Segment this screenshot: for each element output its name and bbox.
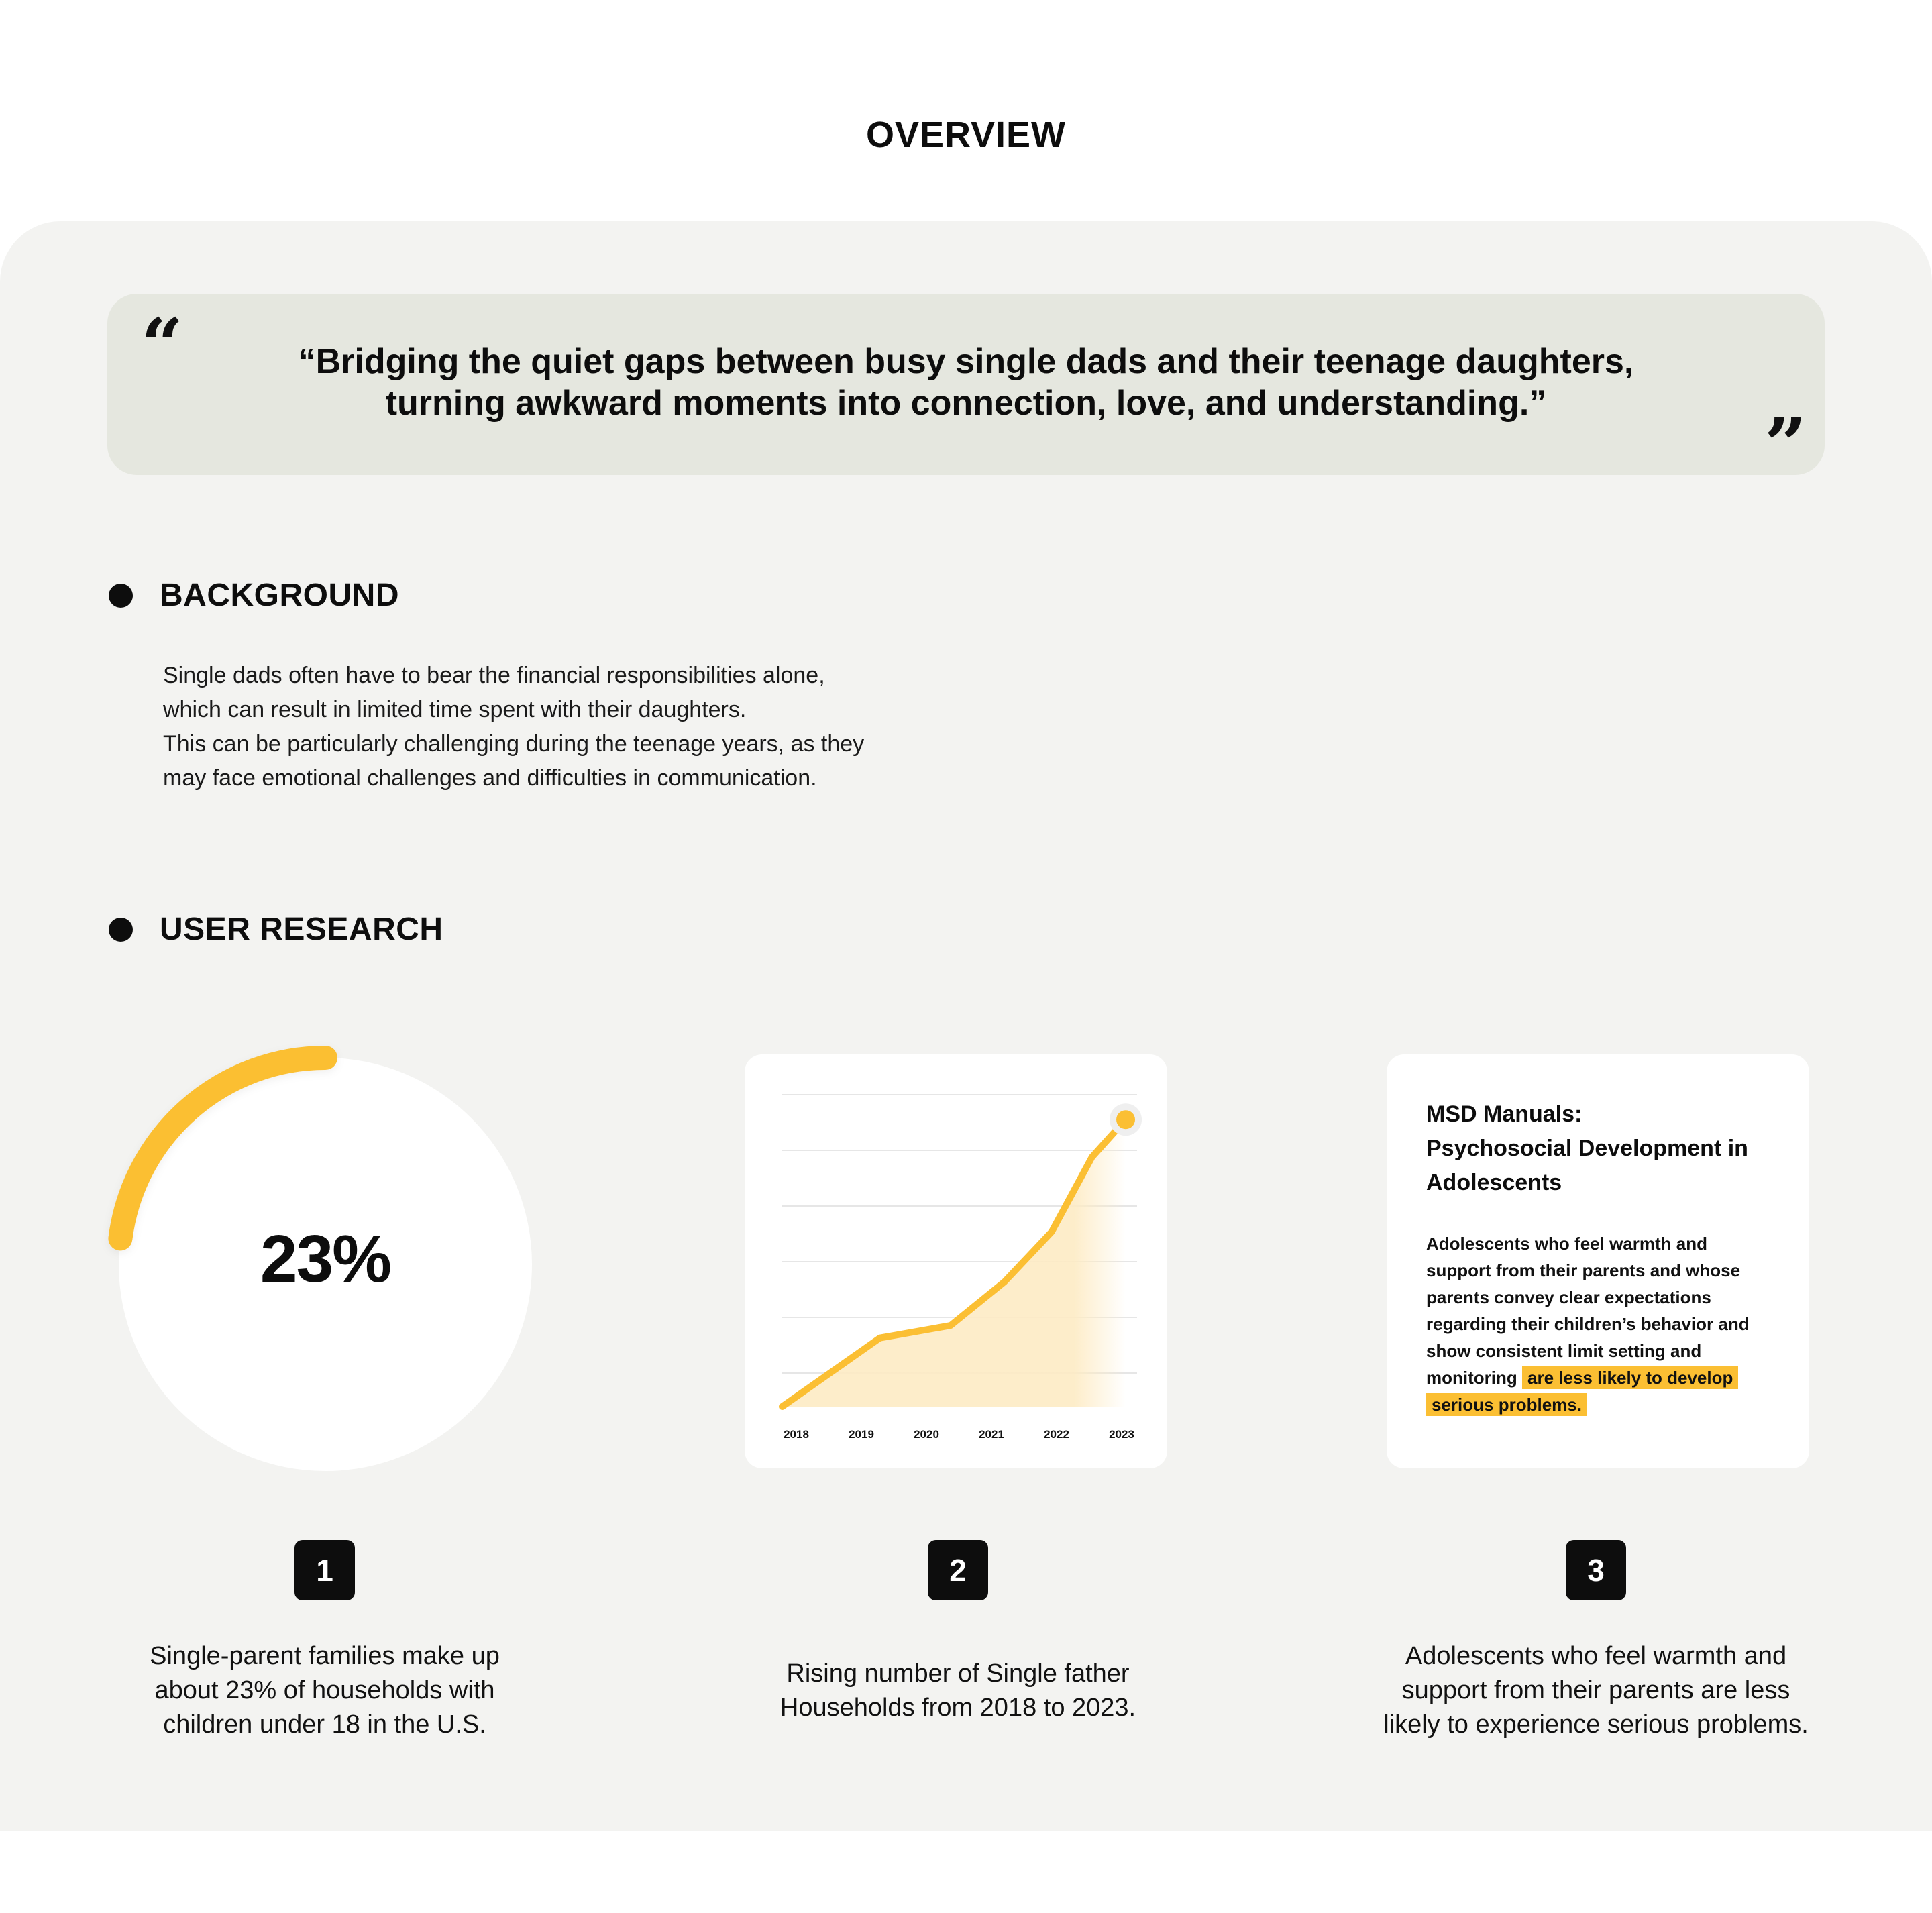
caption-line: about 23% of households with — [154, 1676, 495, 1704]
background-line: which can result in limited time spent with their daughters. — [163, 697, 747, 722]
caption-line: likely to experience serious problems. — [1383, 1710, 1809, 1739]
source-highlight: are less likely to develop serious problems. — [1426, 1366, 1738, 1416]
caption-line: Adolescents who feel warmth and — [1405, 1642, 1787, 1670]
finding-caption — [1361, 1639, 1831, 1742]
finding-caption — [90, 1639, 559, 1742]
background-text — [163, 659, 1035, 796]
quote-text — [201, 341, 1731, 424]
x-tick-label: 2018 — [784, 1428, 809, 1441]
background-line: may face emotional challenges and difficulties in communication. — [163, 765, 817, 791]
source-body — [1426, 1230, 1775, 1418]
source-title-line: Psychosocial Development in — [1426, 1136, 1748, 1161]
stat-value: 23% — [260, 1221, 391, 1297]
x-tick-label: 2022 — [1044, 1428, 1069, 1441]
bullet-icon — [109, 584, 133, 608]
finding-caption — [723, 1657, 1193, 1725]
source-title — [1426, 1097, 1788, 1200]
source-title-line: MSD Manuals: — [1426, 1101, 1582, 1127]
finding-number-badge: 2 — [928, 1540, 988, 1600]
caption-line: support from their parents are less — [1401, 1676, 1790, 1704]
households-chart — [745, 1054, 1167, 1468]
finding-number-badge: 1 — [294, 1540, 355, 1600]
chart-area — [782, 1119, 1126, 1407]
open-quote-icon: “ — [141, 302, 184, 388]
caption-line: Single-parent families make up — [150, 1642, 500, 1670]
source-body-text: Adolescents who feel warmth and support from their parents and whose parents convey clear expectations regarding their children’s behavior and show consistent limit setting and monitoring — [1426, 1234, 1750, 1388]
background-line: Single dads often have to bear the financial responsibilities alone, — [163, 663, 825, 688]
caption-line: Households from 2018 to 2023. — [780, 1694, 1136, 1722]
x-tick-label: 2023 — [1109, 1428, 1134, 1441]
source-title-line: Adolescents — [1426, 1170, 1562, 1195]
user-research-heading: USER RESEARCH — [160, 912, 443, 947]
background-line: This can be particularly challenging during the teenage years, as they — [163, 731, 865, 757]
chart-end-point — [1116, 1110, 1135, 1129]
finding-number-badge: 3 — [1566, 1540, 1626, 1600]
close-quote-icon: ” — [1764, 401, 1807, 488]
page-title: OVERVIEW — [865, 115, 1067, 155]
x-tick-label: 2019 — [849, 1428, 874, 1441]
x-tick-label: 2021 — [979, 1428, 1004, 1441]
caption-line: Rising number of Single father — [786, 1659, 1130, 1688]
caption-line: children under 18 in the U.S. — [163, 1710, 486, 1739]
x-tick-label: 2020 — [914, 1428, 939, 1441]
chart-card — [745, 1054, 1167, 1468]
quote-line: turning awkward moments into connection, love, and understanding.” — [385, 384, 1547, 423]
bullet-icon — [109, 918, 133, 942]
background-heading: BACKGROUND — [160, 578, 399, 613]
quote-line: “Bridging the quiet gaps between busy single dads and their teenage daughters, — [298, 342, 1634, 381]
